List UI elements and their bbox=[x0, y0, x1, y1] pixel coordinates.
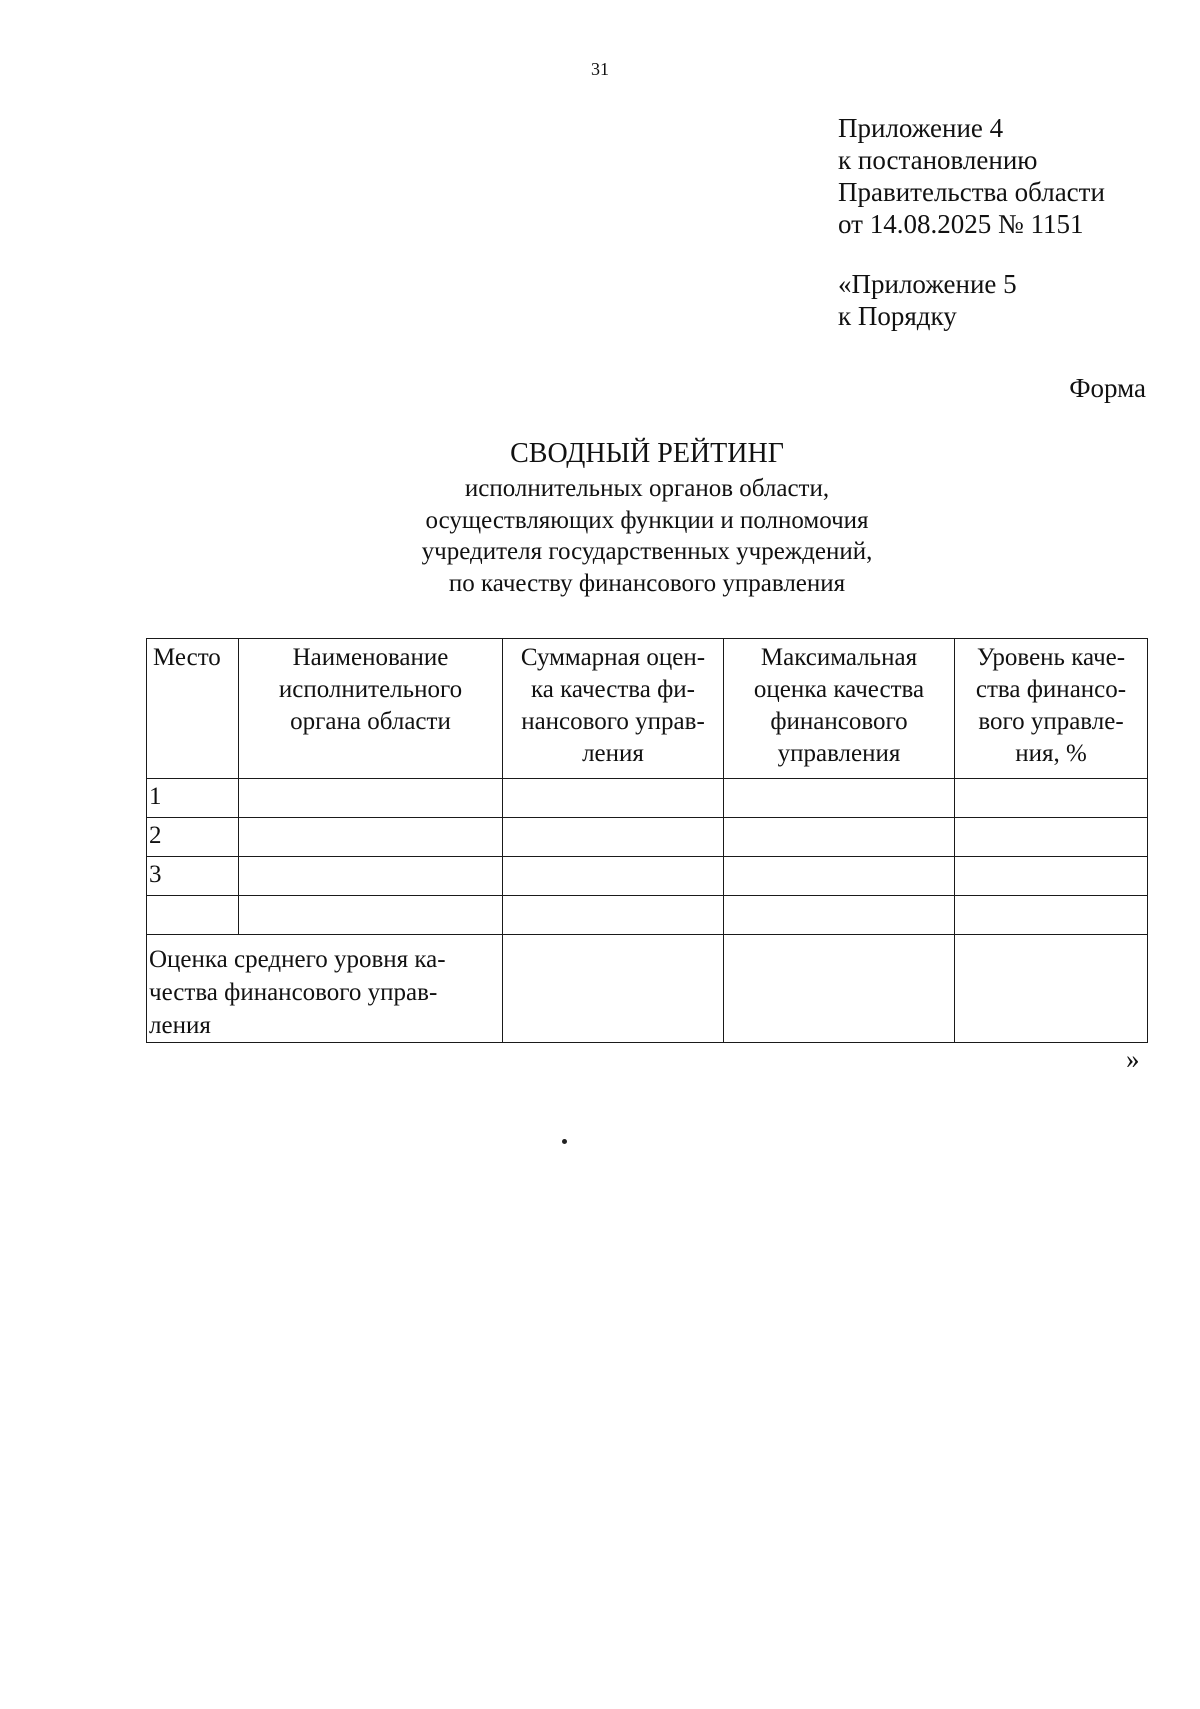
header-organ-name: Наименование исполнительного органа области bbox=[239, 639, 503, 779]
header-total-score: Суммарная оцен- ка качества фи- нансового управ- ления bbox=[503, 639, 724, 779]
total-cell-max-score bbox=[724, 935, 955, 1043]
cell-place: 3 bbox=[147, 857, 239, 896]
cell-quality-level bbox=[955, 857, 1148, 896]
table-row bbox=[147, 818, 1148, 857]
cell-organ-name bbox=[239, 779, 503, 818]
cell-max-score bbox=[724, 779, 955, 818]
header-quality-level: Уровень каче- ства финансо- вого управле- ния, % bbox=[955, 639, 1148, 779]
appendix-ref-line-1: «Приложение 5 bbox=[838, 269, 1017, 299]
cell-max-score bbox=[724, 857, 955, 896]
scan-speck bbox=[562, 1139, 567, 1144]
cell-organ-name bbox=[239, 818, 503, 857]
cell-total-score bbox=[503, 857, 724, 896]
header-max-score: Максимальная оценка качества финансового управления bbox=[724, 639, 955, 779]
cell-max-score bbox=[724, 896, 955, 935]
appendix-ref-line-2: к Порядку bbox=[838, 301, 957, 331]
cell-place: 1 bbox=[147, 779, 239, 818]
subtitle-line-1: исполнительных органов области, bbox=[464, 475, 830, 502]
total-cell-total-score bbox=[503, 935, 724, 1043]
cell-place: 2 bbox=[147, 818, 239, 857]
document-subtitle bbox=[0, 473, 1200, 599]
appendix-line-4: от 14.08.2025 № 1151 bbox=[838, 209, 1084, 239]
cell-total-score bbox=[503, 896, 724, 935]
form-label: Форма bbox=[1069, 373, 1146, 403]
total-cell-quality-level bbox=[955, 935, 1148, 1043]
table-row bbox=[147, 779, 1148, 818]
table-row bbox=[147, 896, 1148, 935]
subtitle-line-4: по качеству финансового управления bbox=[448, 569, 846, 597]
cell-total-score bbox=[503, 779, 724, 818]
cell-quality-level bbox=[955, 818, 1148, 857]
cell-total-score bbox=[503, 818, 724, 857]
total-row-label: Оценка среднего уровня ка- чества финансового управ- ления bbox=[147, 935, 503, 1043]
cell-organ-name bbox=[239, 857, 503, 896]
appendix-line-3: Правительства области bbox=[838, 177, 1105, 207]
cell-max-score bbox=[724, 818, 955, 857]
page-number: 31 bbox=[591, 59, 609, 79]
document-title: СВОДНЫЙ РЕЙТИНГ bbox=[510, 438, 784, 469]
cell-quality-level bbox=[955, 779, 1148, 818]
appendix-line-1: Приложение 4 bbox=[838, 113, 1004, 143]
closing-quote: » bbox=[1126, 1044, 1140, 1074]
subtitle-line-2: осуществляющих функции и полномочия bbox=[425, 506, 869, 534]
cell-quality-level bbox=[955, 896, 1148, 935]
subtitle-line-3: учредителя государственных учреждений, bbox=[421, 538, 873, 565]
appendix-block bbox=[838, 112, 1105, 332]
appendix-line-2: к постановлению bbox=[838, 145, 1038, 175]
table-header-row bbox=[147, 639, 1148, 779]
table-row bbox=[147, 857, 1148, 896]
header-place: Место bbox=[147, 639, 239, 779]
rating-table bbox=[146, 638, 1148, 1043]
table-total-row bbox=[147, 935, 1148, 1043]
cell-organ-name bbox=[239, 896, 503, 935]
cell-place bbox=[147, 896, 239, 935]
